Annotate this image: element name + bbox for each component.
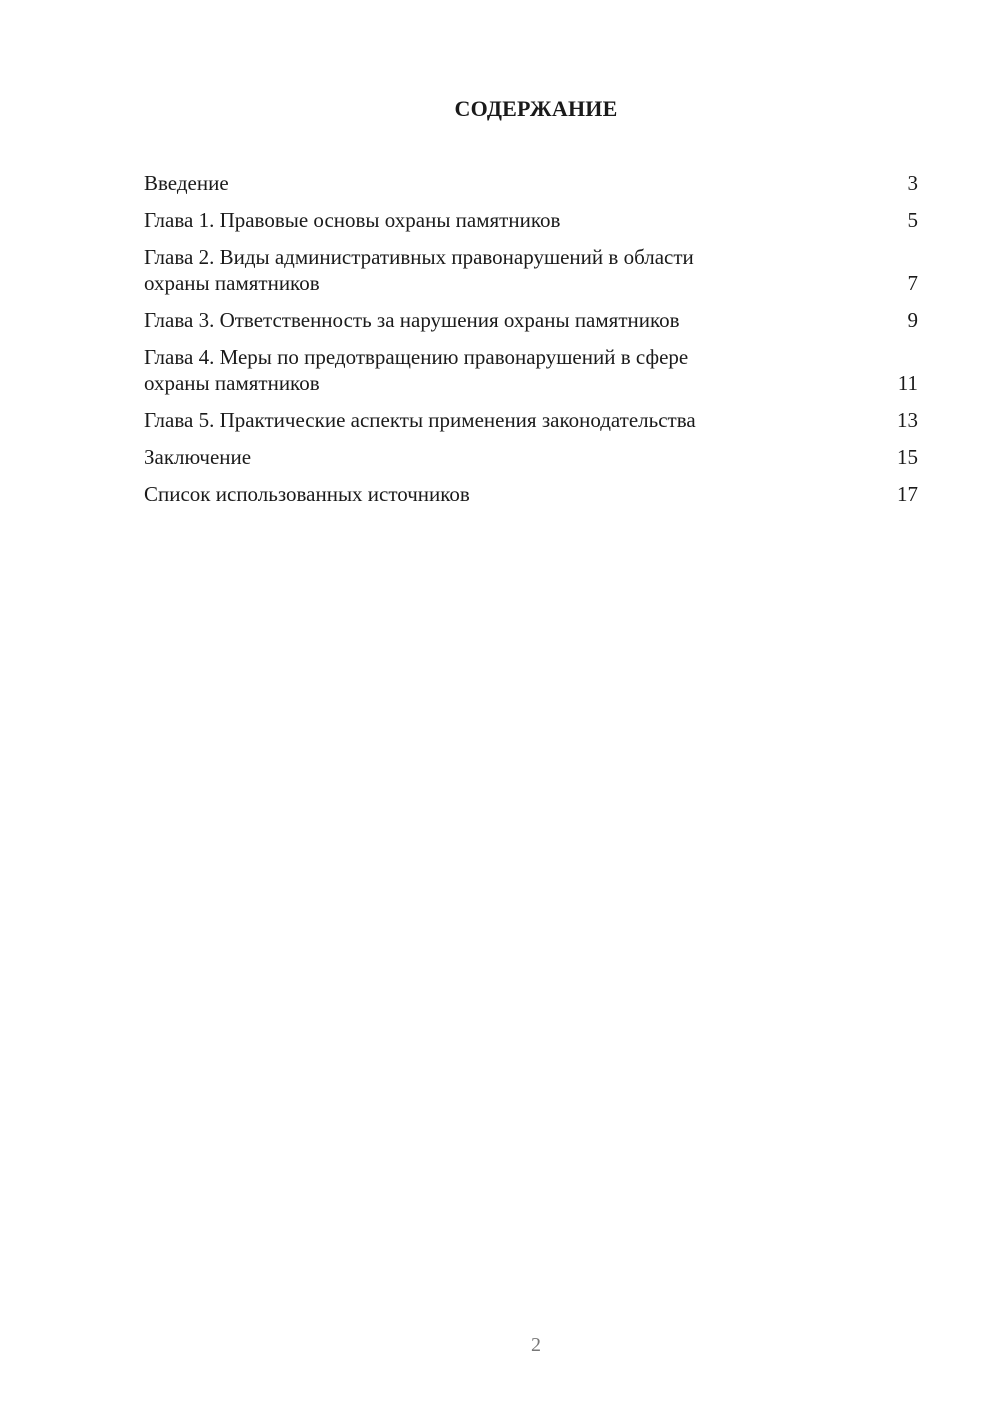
toc-entry-label-line: Глава 4. Меры по предотвращению правонарушений в сфере — [144, 345, 689, 369]
toc-entry-label — [144, 244, 888, 296]
toc-entry-chapter-1[interactable] — [144, 207, 918, 233]
toc-entry-label-line: Глава 1. Правовые основы охраны памятников — [144, 208, 561, 232]
toc-entry-label-line: Глава 2. Виды административных правонарушений в области — [144, 245, 694, 269]
toc-entry-chapter-4[interactable] — [144, 344, 918, 396]
toc-entry-label — [144, 481, 888, 507]
toc-entry-page: 13 — [897, 408, 918, 432]
toc-entry-page: 9 — [907, 308, 918, 332]
toc-entry-label-line: Глава 5. Практические аспекты применения законодательства — [144, 408, 696, 432]
toc-entry-label — [144, 444, 888, 470]
toc-entry-label-line: Список использованных источников — [144, 482, 470, 506]
toc-entry-label-line: охраны памятников — [144, 271, 320, 295]
toc-entry-page: 15 — [897, 445, 918, 469]
toc-entry-label — [144, 407, 888, 433]
toc-entry-page: 11 — [897, 371, 918, 395]
toc-entry-chapter-2[interactable] — [144, 244, 918, 296]
toc-entry-label — [144, 307, 888, 333]
toc-entry-conclusion[interactable] — [144, 444, 918, 470]
toc-entry-chapter-5[interactable] — [144, 407, 918, 433]
toc-entry-label-line: Глава 3. Ответственность за нарушения охраны памятников — [144, 308, 680, 332]
toc-entry-label — [144, 207, 888, 233]
toc-entry-page: 17 — [897, 482, 918, 506]
toc-entry-chapter-3[interactable] — [144, 307, 918, 333]
toc-entry-label — [144, 170, 888, 196]
toc-entry-label-line: охраны памятников — [144, 371, 320, 395]
table-of-contents — [144, 170, 918, 518]
toc-entry-label — [144, 344, 888, 396]
page-number: 2 — [531, 1334, 541, 1356]
toc-entry-page: 5 — [907, 208, 918, 232]
toc-entry-label-line: Заключение — [144, 445, 252, 469]
toc-entry-page: 7 — [907, 271, 918, 295]
page-title: СОДЕРЖАНИЕ — [454, 96, 618, 121]
toc-entry-page: 3 — [907, 171, 918, 195]
toc-entry-label-line: Введение — [144, 171, 229, 195]
toc-entry-references[interactable] — [144, 481, 918, 507]
toc-entry-introduction[interactable] — [144, 170, 918, 196]
